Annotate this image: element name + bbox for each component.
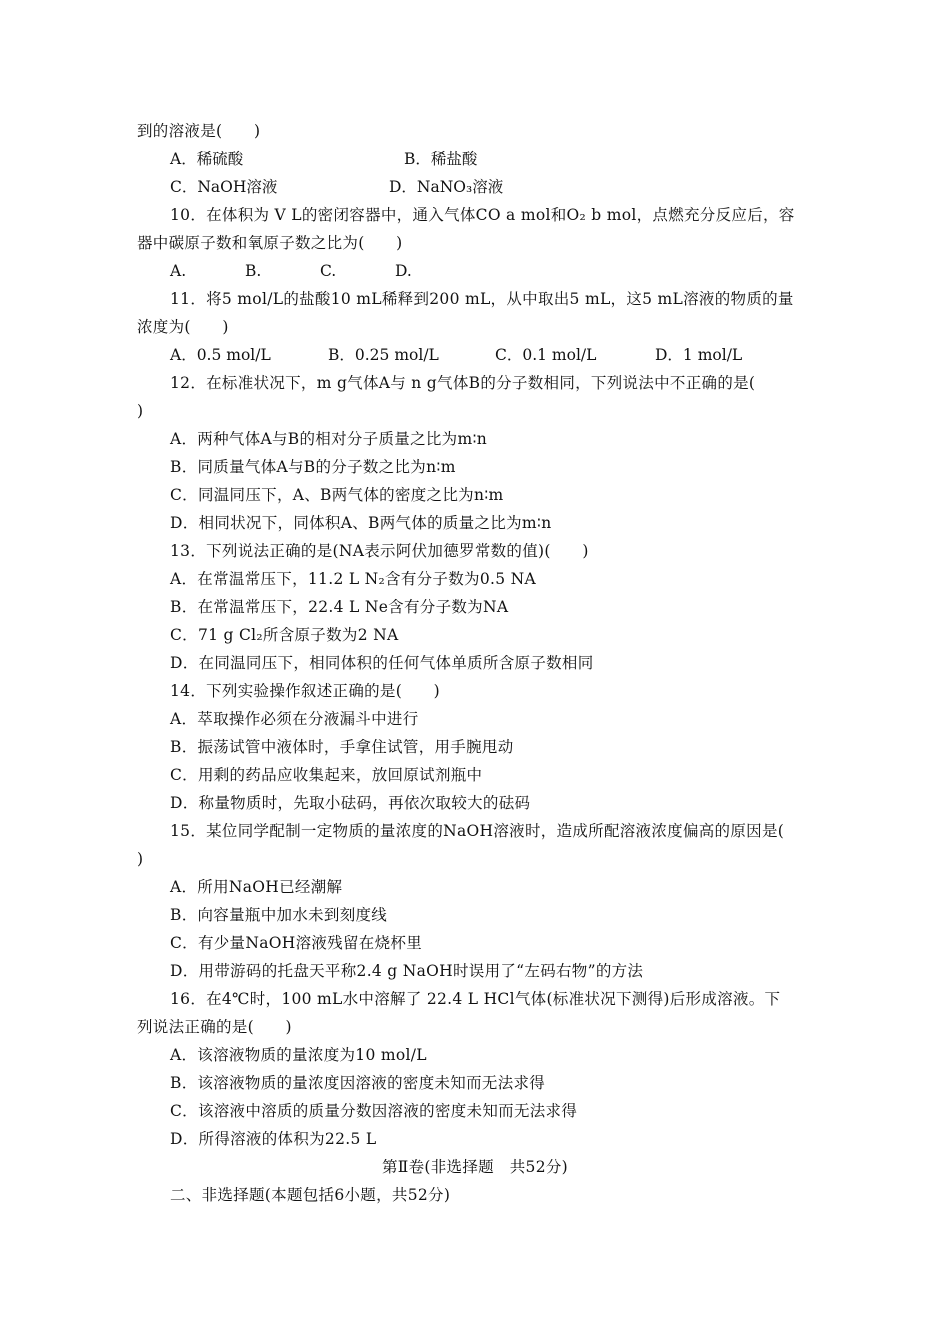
q12-option-c: C．同温同压下，A、B两气体的密度之比为n∶m	[170, 486, 504, 504]
q16-option-d: D．所得溶液的体积为22.5 L	[170, 1130, 377, 1148]
q12-stem-line1: 12．在标准状况下，m g气体A与 n g气体B的分子数相同，下列说法中不正确的是(	[170, 374, 756, 392]
q13-option-a: A．在常温常压下，11.2 L N₂含有分子数为0.5 NA	[170, 570, 536, 588]
q15-stem-line1: 15．某位同学配制一定物质的量浓度的NaOH溶液时，造成所配溶液浓度偏高的原因是(	[170, 822, 785, 840]
q15-option-b: B．向容量瓶中加水未到刻度线	[170, 906, 388, 924]
part2-title: 第Ⅱ卷(非选择题 共52分)	[381, 1158, 569, 1176]
q12-stem-line2: )	[137, 402, 144, 420]
q11-stem-line1: 11．将5 mol/L的盐酸10 mL稀释到200 mL，从中取出5 mL，这5 mL溶液的物质的量	[170, 290, 794, 308]
q10-stem-line2: 器中碳原子数和氧原子数之比为( )	[137, 234, 403, 252]
q9-option-b: B．稀盐酸	[404, 150, 478, 168]
q9-option-c: C．NaOH溶液	[170, 178, 278, 196]
q14-option-d: D．称量物质时，先取小砝码，再依次取较大的砝码	[170, 794, 531, 812]
q15-stem-line2: )	[137, 850, 144, 868]
q11-option-a: A．0.5 mol/L	[170, 346, 271, 364]
q9-option-d: D．NaNO₃溶液	[389, 178, 504, 196]
q9-option-a: A．稀硫酸	[170, 150, 244, 168]
q14-stem: 14．下列实验操作叙述正确的是( )	[170, 682, 441, 700]
q12-option-d: D．相同状况下，同体积A、B两气体的质量之比为m∶n	[170, 514, 552, 532]
q10-stem-line1: 10．在体积为 V L的密闭容器中，通入气体CO a mol和O₂ b mol，点燃充分反应后，容	[170, 206, 795, 224]
q13-stem: 13．下列说法正确的是(NA表示阿伏加德罗常数的值)( )	[170, 542, 589, 560]
q16-option-c: C．该溶液中溶质的质量分数因溶液的密度未知而无法求得	[170, 1102, 578, 1120]
q11-option-d: D．1 mol/L	[655, 346, 743, 364]
q15-option-d: D．用带游码的托盘天平称2.4 g NaOH时误用了“左码右物”的方法	[170, 962, 644, 980]
q14-option-a: A．萃取操作必须在分液漏斗中进行	[170, 710, 419, 728]
q14-option-b: B．振荡试管中液体时，手拿住试管，用手腕甩动	[170, 738, 514, 756]
q11-stem-line2: 浓度为( )	[137, 318, 229, 336]
q12-option-a: A．两种气体A与B的相对分子质量之比为m∶n	[170, 430, 488, 448]
q10-option-c: C.	[320, 262, 337, 280]
q13-option-b: B．在常温常压下，22.4 L Ne含有分子数为NA	[170, 598, 509, 616]
part2-heading: 二、非选择题(本题包括6小题，共52分)	[170, 1186, 451, 1204]
q13-option-c: C．71 g Cl₂所含原子数为2 NA	[170, 626, 399, 644]
q10-option-b: B.	[245, 262, 262, 280]
q11-option-b: B．0.25 mol/L	[328, 346, 439, 364]
q16-option-b: B．该溶液物质的量浓度因溶液的密度未知而无法求得	[170, 1074, 546, 1092]
q15-option-a: A．所用NaOH已经潮解	[170, 878, 343, 896]
q10-option-a: A.	[170, 262, 187, 280]
q15-option-c: C．有少量NaOH溶液残留在烧杯里	[170, 934, 422, 952]
q9-continuation: 到的溶液是( )	[137, 122, 261, 140]
q16-stem-line1: 16．在4℃时，100 mL水中溶解了 22.4 L HCl气体(标准状况下测得)后形成溶液。下	[170, 990, 781, 1008]
q12-option-b: B．同质量气体A与B的分子数之比为n∶m	[170, 458, 456, 476]
q14-option-c: C．用剩的药品应收集起来，放回原试剂瓶中	[170, 766, 483, 784]
q16-option-a: A．该溶液物质的量浓度为10 mol/L	[170, 1046, 427, 1064]
q13-option-d: D．在同温同压下，相同体积的任何气体单质所含原子数相同	[170, 654, 594, 672]
q16-stem-line2: 列说法正确的是( )	[137, 1018, 292, 1036]
q10-option-d: D.	[395, 262, 412, 280]
q11-option-c: C．0.1 mol/L	[495, 346, 597, 364]
